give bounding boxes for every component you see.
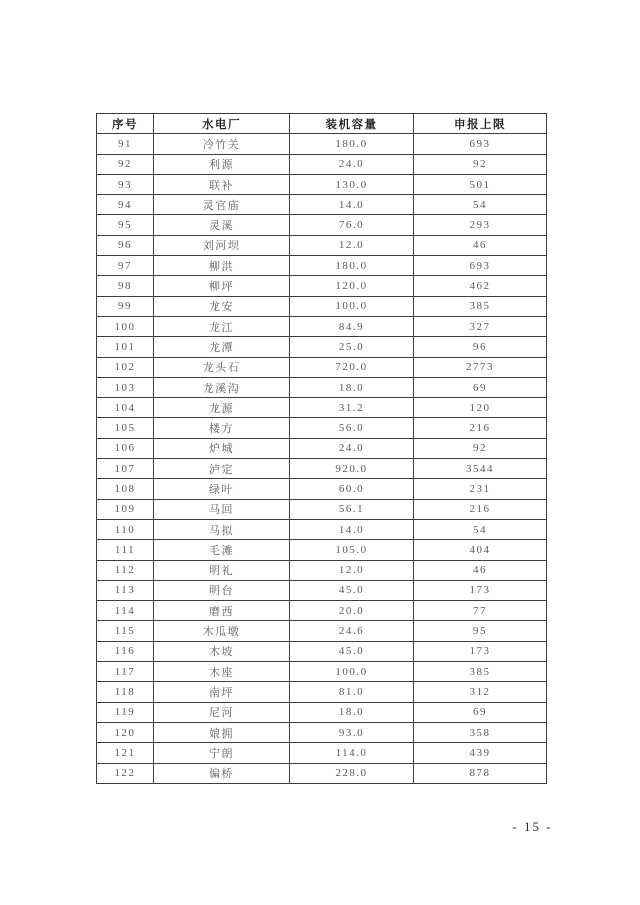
- table-cell: 84.9: [290, 316, 414, 336]
- table-cell: 439: [414, 743, 547, 763]
- table-row: [97, 195, 547, 215]
- table-cell: 120: [414, 398, 547, 418]
- table-cell: 312: [414, 682, 547, 702]
- table-cell: 45.0: [290, 641, 414, 661]
- table-cell: 121: [97, 743, 154, 763]
- table-cell: 96: [97, 235, 154, 255]
- table-cell: 24.6: [290, 621, 414, 641]
- table-cell: 12.0: [290, 560, 414, 580]
- table-row: [97, 621, 547, 641]
- table-cell: 173: [414, 641, 547, 661]
- table-cell: 120.0: [290, 276, 414, 296]
- table-cell: 69: [414, 702, 547, 722]
- table-cell: 385: [414, 662, 547, 682]
- table-row: [97, 682, 547, 702]
- table-cell: 327: [414, 316, 547, 336]
- table-body: [97, 134, 547, 784]
- table-cell: 69: [414, 377, 547, 397]
- table-cell: 117: [97, 662, 154, 682]
- table-cell: 112: [97, 560, 154, 580]
- table-cell: 462: [414, 276, 547, 296]
- table-row: [97, 377, 547, 397]
- table-cell: 102: [97, 357, 154, 377]
- table-cell: 南坪: [154, 682, 290, 702]
- table-cell: 马回: [154, 499, 290, 519]
- table-cell: 94: [97, 195, 154, 215]
- table-cell: 46: [414, 560, 547, 580]
- table-cell: 龙安: [154, 296, 290, 316]
- table-cell: 54: [414, 195, 547, 215]
- table-cell: 385: [414, 296, 547, 316]
- table-cell: 明台: [154, 580, 290, 600]
- table-cell: 24.0: [290, 438, 414, 458]
- hydropower-table: [96, 113, 547, 784]
- table-row: [97, 722, 547, 742]
- table-cell: 81.0: [290, 682, 414, 702]
- table-cell: 毛滩: [154, 540, 290, 560]
- table-row: [97, 459, 547, 479]
- table-cell: 103: [97, 377, 154, 397]
- table-cell: 绿叶: [154, 479, 290, 499]
- table-cell: 113: [97, 580, 154, 600]
- table-cell: 45.0: [290, 580, 414, 600]
- table-row: [97, 763, 547, 783]
- table-cell: 100: [97, 316, 154, 336]
- table-cell: 110: [97, 519, 154, 539]
- table-cell: 114.0: [290, 743, 414, 763]
- table-cell: 磨西: [154, 601, 290, 621]
- table-cell: 108: [97, 479, 154, 499]
- table-header-row: [97, 114, 547, 134]
- table-cell: 炉城: [154, 438, 290, 458]
- table-cell: 173: [414, 580, 547, 600]
- table-cell: 105: [97, 418, 154, 438]
- table-cell: 180.0: [290, 134, 414, 154]
- table-cell: 693: [414, 256, 547, 276]
- table-cell: 木座: [154, 662, 290, 682]
- table-cell: 25.0: [290, 337, 414, 357]
- table-cell: 77: [414, 601, 547, 621]
- table-cell: 冷竹关: [154, 134, 290, 154]
- table-cell: 马拟: [154, 519, 290, 539]
- table-cell: 115: [97, 621, 154, 641]
- table-cell: 97: [97, 256, 154, 276]
- table-row: [97, 316, 547, 336]
- table-cell: 99: [97, 296, 154, 316]
- table-cell: 501: [414, 174, 547, 194]
- table-cell: 114: [97, 601, 154, 621]
- table-cell: 18.0: [290, 702, 414, 722]
- table-row: [97, 580, 547, 600]
- table-cell: 92: [97, 154, 154, 174]
- table-cell: 18.0: [290, 377, 414, 397]
- table-cell: 柳坪: [154, 276, 290, 296]
- table-cell: 111: [97, 540, 154, 560]
- table-cell: 104: [97, 398, 154, 418]
- table-cell: 95: [414, 621, 547, 641]
- table-row: [97, 519, 547, 539]
- table-row: [97, 662, 547, 682]
- page-number: - 15 -: [512, 819, 553, 834]
- table-row: [97, 560, 547, 580]
- table-cell: 灵官庙: [154, 195, 290, 215]
- column-header-capacity: 装机容量: [290, 114, 414, 134]
- table-row: [97, 337, 547, 357]
- table-cell: 101: [97, 337, 154, 357]
- table-cell: 693: [414, 134, 547, 154]
- table-cell: 泸定: [154, 459, 290, 479]
- table-row: [97, 702, 547, 722]
- column-header-index: 序号: [97, 114, 154, 134]
- table-cell: 灵溪: [154, 215, 290, 235]
- table-cell: 119: [97, 702, 154, 722]
- table-row: [97, 256, 547, 276]
- table-cell: 118: [97, 682, 154, 702]
- table-row: [97, 540, 547, 560]
- table-cell: 92: [414, 438, 547, 458]
- table-cell: 木瓜墩: [154, 621, 290, 641]
- table-cell: 293: [414, 215, 547, 235]
- table-cell: 93.0: [290, 722, 414, 742]
- table-cell: 95: [97, 215, 154, 235]
- table-cell: 228.0: [290, 763, 414, 783]
- table-cell: 96: [414, 337, 547, 357]
- table-cell: 龙头石: [154, 357, 290, 377]
- table-row: [97, 154, 547, 174]
- table-cell: 100.0: [290, 662, 414, 682]
- table-cell: 130.0: [290, 174, 414, 194]
- table-cell: 216: [414, 499, 547, 519]
- table-cell: 龙潭: [154, 337, 290, 357]
- table-cell: 刘河坝: [154, 235, 290, 255]
- table-cell: 娘拥: [154, 722, 290, 742]
- table-cell: 92: [414, 154, 547, 174]
- table-cell: 24.0: [290, 154, 414, 174]
- table-cell: 107: [97, 459, 154, 479]
- table-row: [97, 357, 547, 377]
- table-cell: 93: [97, 174, 154, 194]
- table-cell: 878: [414, 763, 547, 783]
- table-cell: 楼方: [154, 418, 290, 438]
- table-row: [97, 398, 547, 418]
- table-cell: 2773: [414, 357, 547, 377]
- table-cell: 116: [97, 641, 154, 661]
- table-row: [97, 235, 547, 255]
- table-row: [97, 418, 547, 438]
- table-cell: 56.0: [290, 418, 414, 438]
- table-row: [97, 743, 547, 763]
- table-cell: 720.0: [290, 357, 414, 377]
- table-cell: 122: [97, 763, 154, 783]
- table-cell: 100.0: [290, 296, 414, 316]
- table-cell: 利源: [154, 154, 290, 174]
- table-cell: 宁朗: [154, 743, 290, 763]
- column-header-limit: 申报上限: [414, 114, 547, 134]
- table-cell: 木坡: [154, 641, 290, 661]
- table-cell: 54: [414, 519, 547, 539]
- table-row: [97, 438, 547, 458]
- table-cell: 358: [414, 722, 547, 742]
- table-cell: 106: [97, 438, 154, 458]
- table-cell: 柳洪: [154, 256, 290, 276]
- table-row: [97, 641, 547, 661]
- table-cell: 56.1: [290, 499, 414, 519]
- table-cell: 109: [97, 499, 154, 519]
- table-cell: 231: [414, 479, 547, 499]
- table-row: [97, 134, 547, 154]
- table-cell: 明礼: [154, 560, 290, 580]
- table-cell: 龙溪沟: [154, 377, 290, 397]
- table-cell: 联补: [154, 174, 290, 194]
- table-row: [97, 479, 547, 499]
- table-cell: 91: [97, 134, 154, 154]
- table-cell: 76.0: [290, 215, 414, 235]
- table-cell: 14.0: [290, 195, 414, 215]
- table-cell: 12.0: [290, 235, 414, 255]
- table-cell: 14.0: [290, 519, 414, 539]
- table-row: [97, 601, 547, 621]
- table-cell: 404: [414, 540, 547, 560]
- table-cell: 31.2: [290, 398, 414, 418]
- table-row: [97, 296, 547, 316]
- table-cell: 龙江: [154, 316, 290, 336]
- table-cell: 46: [414, 235, 547, 255]
- table-cell: 偏桥: [154, 763, 290, 783]
- table-cell: 920.0: [290, 459, 414, 479]
- table-cell: 180.0: [290, 256, 414, 276]
- table-cell: 98: [97, 276, 154, 296]
- table-cell: 216: [414, 418, 547, 438]
- table-row: [97, 215, 547, 235]
- table-cell: 龙源: [154, 398, 290, 418]
- table-cell: 20.0: [290, 601, 414, 621]
- table-cell: 60.0: [290, 479, 414, 499]
- table-cell: 120: [97, 722, 154, 742]
- table-cell: 尼河: [154, 702, 290, 722]
- table-row: [97, 174, 547, 194]
- table-row: [97, 499, 547, 519]
- column-header-plant: 水电厂: [154, 114, 290, 134]
- table-row: [97, 276, 547, 296]
- table-cell: 3544: [414, 459, 547, 479]
- table-cell: 105.0: [290, 540, 414, 560]
